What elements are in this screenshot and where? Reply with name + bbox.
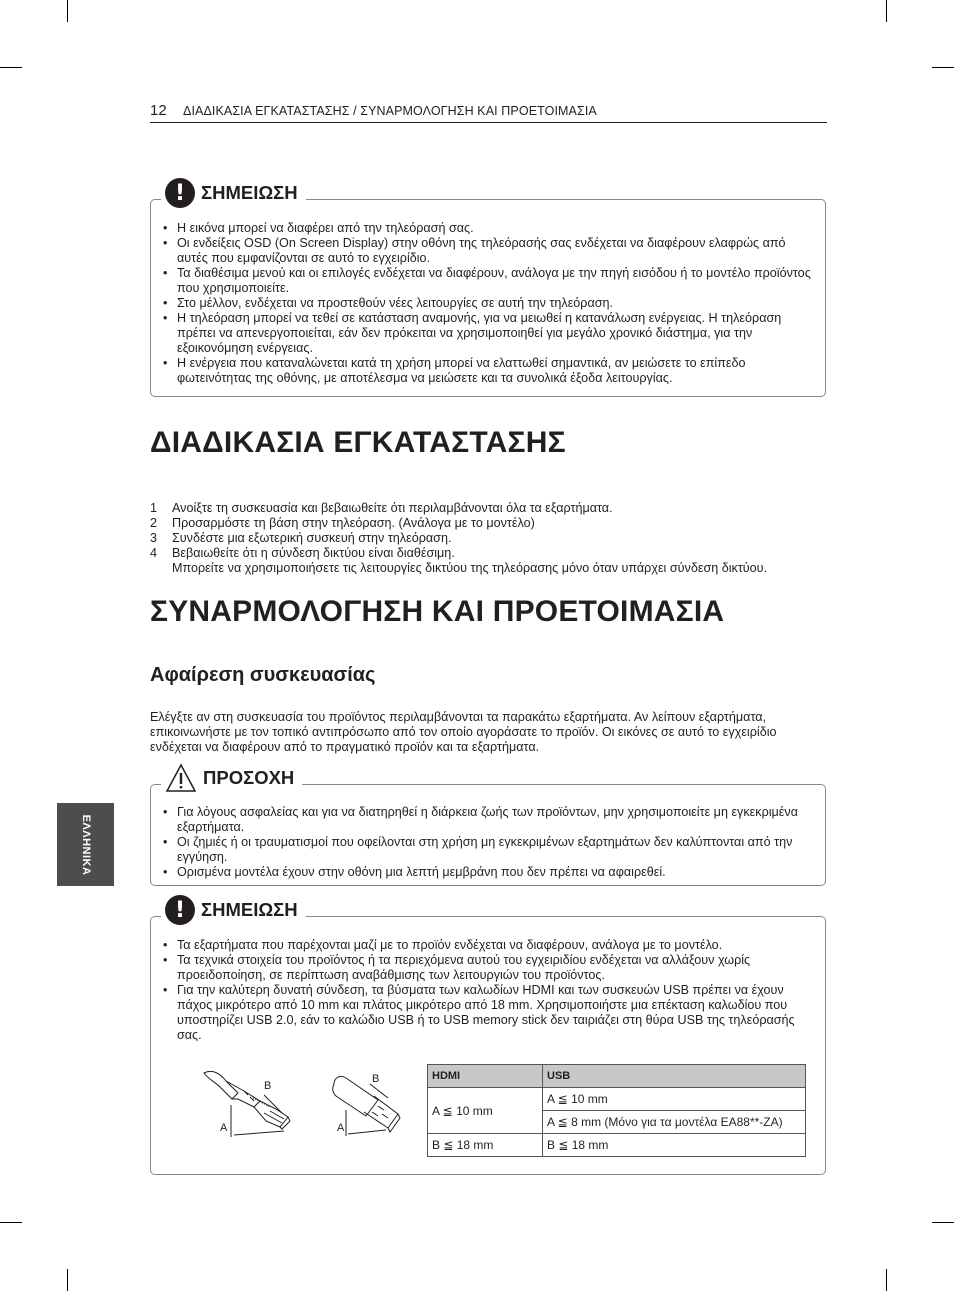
crop-mark (886, 0, 887, 22)
crop-mark (67, 1269, 68, 1291)
note-header (161, 176, 306, 210)
connector-size-table (427, 1064, 806, 1157)
list-item: • Ορισμένα μοντέλα έχουν στην οθόνη μια λεπτή μεμβράνη που δεν πρέπει να αφαιρεθεί. (163, 865, 813, 880)
crop-mark (0, 1222, 22, 1223)
dimension-label-a: A (220, 1122, 228, 1134)
step-number: 4 (150, 546, 158, 560)
caution-header (161, 761, 302, 795)
dimension-label-b: B (372, 1073, 380, 1085)
list-item: • Για την καλύτερη δυνατή σύνδεση, τα βύσματα των καλωδίων HDMI και των συσκευών USB πρέπει να έχουν πάχος μικρότερο από 10 mm και πλάτος μικρότερο από 18 mm. Χρησιμοποιήστε μια επέκταση καλωδίου που υποστηρίζει USB 2.0, εάν το καλώδιο USB ή το USB memory stick δεν ταιριάζει στη θύρα USB της τηλεόρασής σας. (163, 983, 813, 1043)
list-item (150, 516, 767, 531)
list-item (150, 501, 767, 516)
steps-list (150, 501, 767, 576)
page-number: 12 (150, 102, 167, 119)
note-title: ΣΗΜΕΙΩΣΗ (201, 899, 298, 920)
list-item: • Τα τεχνικά στοιχεία του προϊόντος ή τα περιεχόμενα αυτού του εγχειριδίου ενδέχεται να αλλάξουν χωρίς προειδοποίηση, σε περίπτωση αναβάθμισης των λειτουργιών του προϊόντος. (163, 953, 813, 983)
crop-mark (932, 67, 954, 68)
column-header-usb: USB (543, 1065, 806, 1088)
step-text: Συνδέστε μια εξωτερική συσκευή στην τηλεόραση. (172, 531, 452, 545)
list-item: • Οι ζημιές ή οι τραυματισμοί που οφείλονται στη χρήση μη εγκεκριμένων εξαρτημάτων δεν καλύπτονται από την εγγύηση. (163, 835, 813, 865)
step-text: Προσαρμόστε τη βάση στην τηλεόραση. (Ανάλογα με το μοντέλο) (172, 516, 535, 530)
step-number: 2 (150, 516, 158, 530)
crop-mark (0, 67, 22, 68)
column-header-hdmi: HDMI (428, 1065, 543, 1088)
crop-mark (886, 1269, 887, 1291)
list-item (150, 531, 767, 546)
caution-box (150, 767, 826, 886)
hdmi-connector-illustration (198, 1065, 298, 1140)
step-text: Ανοίξτε τη συσκευασία και βεβαιωθείτε ότι περιλαμβάνονται όλα τα εξαρτήματα. (172, 501, 613, 515)
caution-title: ΠΡΟΣΟΧΗ (203, 767, 295, 788)
table-cell: B ≦ 18 mm (543, 1134, 806, 1157)
table-cell: A ≦ 8 mm (Μόνο για τα μοντέλα EA88**-ZA) (543, 1111, 806, 1134)
dimension-label-b: B (264, 1080, 272, 1092)
dimension-label-a: A (337, 1122, 345, 1134)
breadcrumb: ΔΙΑΔΙΚΑΣΙΑ ΕΓΚΑΤΑΣΤΑΣΗΣ / ΣΥΝΑΡΜΟΛΟΓΗΣΗ ΚΑΙ ΠΡΟΕΤΟΙΜΑΣΙΑ (183, 104, 597, 118)
list-item: • Η ενέργεια που καταναλώνεται κατά τη χρήση μπορεί να ελαττωθεί σημαντικά, αν μειώσετε το επίπεδο φωτεινότητας της οθόνης, με αποτέλεσμα να μειώσετε και τα συνολικά έξοδα λειτουργίας. (163, 356, 813, 386)
table-cell: B ≦ 18 mm (428, 1134, 543, 1157)
step-number: 1 (150, 501, 158, 515)
list-item (150, 546, 767, 561)
step-extra-text: Μπορείτε να χρησιμοποιήσετε τις λειτουργίες δικτύου της τηλεόρασης μόνο όταν υπάρχει σύνδεση δικτύου. (172, 561, 768, 575)
caution-list (163, 805, 813, 880)
crop-mark (67, 0, 68, 22)
warning-icon (165, 763, 197, 793)
note-title: ΣΗΜΕΙΩΣΗ (201, 182, 298, 203)
list-item: • Για λόγους ασφαλείας και για να διατηρηθεί η διάρκεια ζωής των προϊόντων, μην χρησιμοποιείτε μη εγκεκριμένα εξαρτήματα. (163, 805, 813, 835)
language-tab (57, 803, 114, 886)
step-text: Βεβαιωθείτε ότι η σύνδεση δικτύου είναι διαθέσιμη. (172, 546, 455, 560)
exclamation-icon: ! (165, 895, 195, 925)
list-item: • Η εικόνα μπορεί να διαφέρει από την τηλεόρασή σας. (163, 221, 813, 236)
intro-paragraph: Ελέγξτε αν στη συσκευασία του προϊόντος περιλαμβάνονται τα παρακάτω εξαρτήματα. Αν λείπουν εξαρτήματα, επικοινωνήστε με τον τοπικό αντιπρόσωπο από τον οποίο αγοράσατε το προϊόν. Οι εικόνες σε αυτό το εγχειρίδιο ενδέχεται να διαφέρουν από το πραγματικό προϊόν και τα εξαρτήματα. (150, 710, 777, 754)
list-item: • Τα εξαρτήματα που παρέχονται μαζί με το προϊόν ενδέχεται να διαφέρουν, ανάλογα με το μοντέλο. (163, 938, 813, 953)
section-subtitle: Αφαίρεση συσκευασίας (150, 664, 376, 686)
table-cell: A ≦ 10 mm (543, 1088, 806, 1111)
list-item: • Στο μέλλον, ενδέχεται να προστεθούν νέες λειτουργίες σε αυτή την τηλεόραση. (163, 296, 813, 311)
list-item (150, 561, 767, 576)
note-list (163, 938, 813, 1043)
list-item: • Η τηλεόραση μπορεί να τεθεί σε κατάσταση αναμονής, για να μειωθεί η κατανάλωση ενέργειας. Η τηλεόραση πρέπει να απενεργοποιείται, εάν δεν πρόκειται να χρησιμοποιηθεί για μεγάλο χρονικό διάστημα, για την εξοικονόμηση ενέργειας. (163, 311, 813, 356)
exclamation-icon: ! (165, 178, 195, 208)
header-divider (150, 122, 827, 123)
list-item: • Οι ενδείξεις OSD (On Screen Display) στην οθόνη της τηλεόρασής σας ενδέχεται να διαφέρουν ελαφρώς από αυτές που εμφανίζονται σε αυτό το εγχειρίδιο. (163, 236, 813, 266)
note-list (163, 221, 813, 386)
section-title: ΣΥΝΑΡΜΟΛΟΓΗΣΗ ΚΑΙ ΠΡΟΕΤΟΙΜΑΣΙΑ (150, 595, 725, 628)
section-title: ΔΙΑΔΙΚΑΣΙΑ ΕΓΚΑΤΑΣΤΑΣΗΣ (150, 426, 566, 459)
language-tab-label: ΕΛΛΗΝΙΚΑ (79, 814, 92, 875)
step-number: 3 (150, 531, 158, 545)
crop-mark (932, 1222, 954, 1223)
table-cell: A ≦ 10 mm (428, 1088, 543, 1134)
list-item: • Τα διαθέσιμα μενού και οι επιλογές ενδέχεται να διαφέρουν, ανάλογα με την πηγή εισόδου ή το μοντέλο προϊόντος που χρησιμοποιείτε. (163, 266, 813, 296)
note-header (161, 893, 306, 927)
note-box (150, 180, 826, 397)
